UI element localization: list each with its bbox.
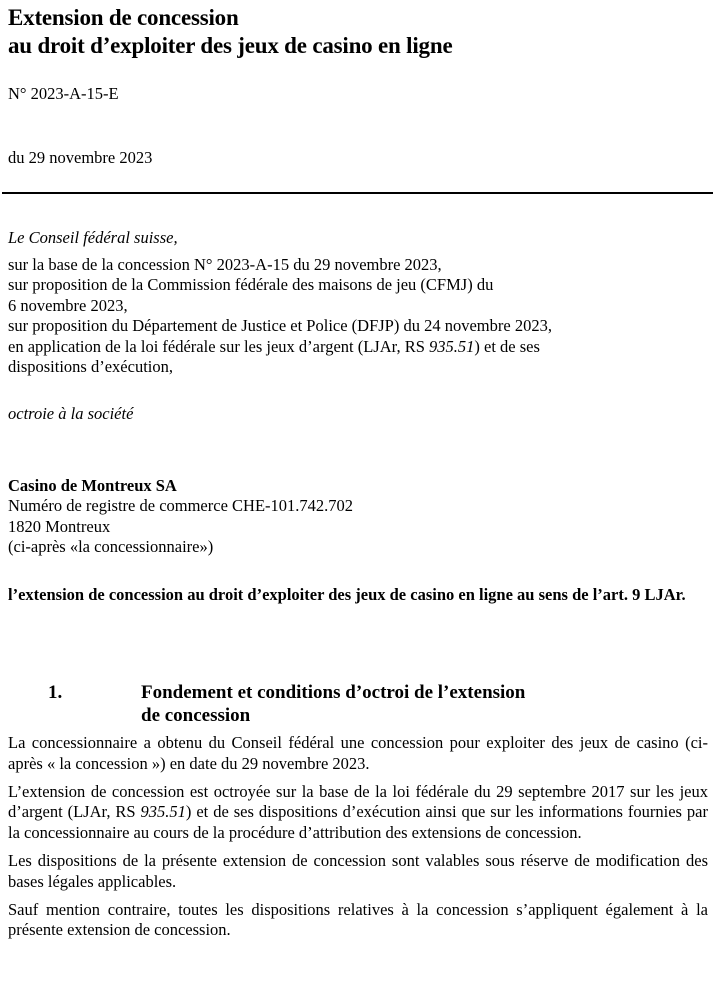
paragraph-text: ) et de ses dispositions d’exécution ainsi que sur les informations fournies par la concessionnaire au cours de la procédure d’attribution des extensions de concession. [8, 802, 708, 843]
law-reference: 935.51 [429, 336, 475, 356]
law-reference: 935.51 [140, 802, 186, 822]
preamble-line: sur proposition de la Commission fédérale des maisons de jeu (CFMJ) du [8, 275, 494, 295]
document-date: du 29 novembre 2023 [8, 148, 153, 167]
company-registry: Numéro de registre de commerce CHE-101.742.702 [8, 496, 354, 516]
preamble-text: ) et de ses [474, 336, 540, 356]
title-line-1: Extension de concession [8, 5, 239, 30]
title-line-2: au droit d’exploiter des jeux de casino en ligne [8, 33, 453, 58]
grant-intro: octroie à la société [8, 404, 134, 423]
section-number: 1. [48, 682, 63, 703]
preamble-line: sur proposition du Département de Justice et Police (DFJP) du 24 novembre 2023, [8, 316, 552, 336]
paragraph: Sauf mention contraire, toutes les dispositions relatives à la concession s’appliquent également à la présente extension de concession. [8, 899, 708, 940]
issuer: Le Conseil fédéral suisse, [8, 228, 178, 247]
paragraph: Les dispositions de la présente extension de concession sont valables sous réserve de modification des bases légales applicables. [8, 850, 708, 891]
preamble-line: sur la base de la concession N° 2023-A-15 du 29 novembre 2023, [8, 255, 442, 274]
paragraph: La concessionnaire a obtenu du Conseil fédéral une concession pour exploiter des jeux de casino (ci-après « la concession ») en date du 29 novembre 2023. [8, 733, 708, 773]
section-title-line-1: Fondement et conditions d’octroi de l’extension [141, 682, 526, 703]
reference-number: N° 2023-A-15-E [8, 84, 119, 103]
company-name: Casino de Montreux SA [8, 476, 177, 495]
paragraph [8, 782, 708, 844]
preamble [8, 255, 708, 377]
paragraph-text: L’extension de concession est octroyée sur la base de la loi fédérale du 29 septembre 2017 sur les jeux d’argent (LJAr, RS [8, 781, 708, 822]
section-body [8, 733, 708, 948]
grant-statement: l’extension de concession au droit d’exploiter des jeux de casino en ligne au sens de l’art. 9 LJAr. [8, 585, 686, 604]
preamble-line: 6 novembre 2023, [8, 295, 128, 315]
document-title [8, 4, 452, 60]
company-block [8, 476, 353, 558]
section-title [141, 681, 641, 727]
preamble-text: en application de la loi fédérale sur les jeux d’argent (LJAr, RS [8, 336, 430, 356]
company-address: 1820 Montreux [8, 516, 111, 536]
preamble-line: dispositions d’exécution, [8, 357, 173, 377]
preamble-line [8, 337, 708, 357]
company-alias: (ci-après «la concessionnaire») [8, 537, 214, 557]
section-title-line-2: de concession [141, 705, 251, 726]
horizontal-divider [2, 192, 713, 194]
